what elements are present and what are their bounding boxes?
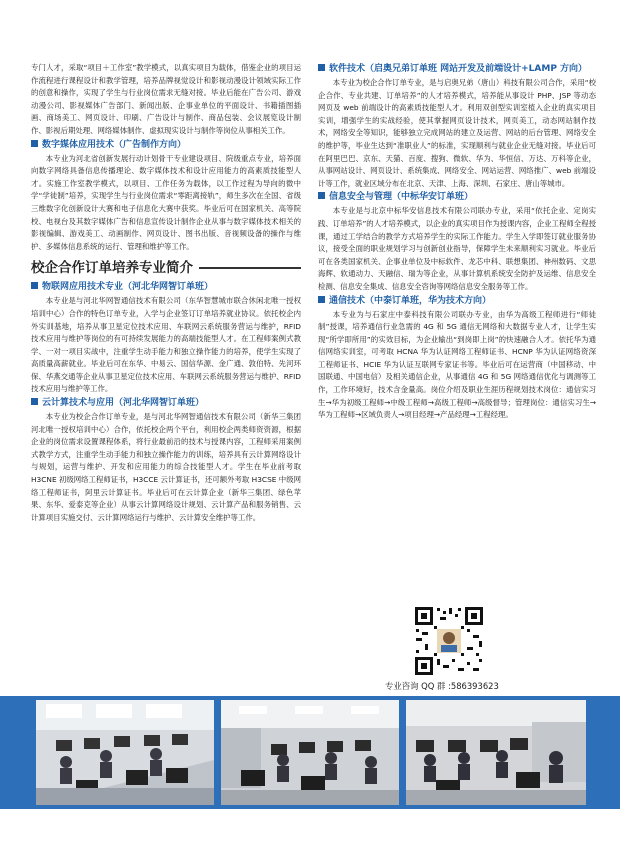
section-body: 本专业是与河北华网智通信技术有限公司（东华智慧城市联合休闲北唯一授权培训中心）合作的特色订单专业，入学与企业签订订单培养就业协议。依托校企内外实训基地，培养从事卫星定位技术应用、车联网云系统服务营运与维护，RFID 技术应用与维护等岗位的有可持续发展能力的高端技能型人才。在工程师案例式教学、一对一项目实战中，注重学生动手能力和独立操作能力的培养，使学生实现了高质量高薪就业。毕业后可在东华、中易云、国信华源、金广通、敦伯特、先河环保、华燕交通等企业从事卫星定位技术应用、车联网云系统服务营运与维护、RFID 技术应用与维护等工作。: [31, 296, 301, 394]
section-heading-cloud: [31, 397, 301, 410]
qq-group-caption: 专业咨询 QQ 群 :586393623: [385, 681, 499, 691]
page-heading-text: 校企合作订单培养专业简介: [31, 260, 193, 277]
right-column: [318, 62, 596, 422]
page-bottom-margin: [0, 809, 620, 847]
section-title: 物联网应用技术专业（河北华网智订单班）: [42, 282, 214, 293]
square-bullet-icon: [318, 296, 325, 303]
section-body: 本专业是与北京中标华安信息技术有限公司联办专业，采用“依托企业、定岗实践、订单培养”的人才培养模式，以企业的真实项目作为授课内容，企业工程师全程授课，通过工学结合的教学方式培养学生的实际工作能力。学生入学即签订就业服务协议，接受全面的职业规划学习与创新创业指导，保障学生未来顺利实习就业。毕业后可在各类国家机关、企事业单位及中标软件、龙芯中科、联想集团、神州数码、文思海辉、软通动力、天融信、瑞为等企业，从事计算机系统安全防护及运维、信息安全检测、信息安全集成、信息安全咨询等网络信息安全服务等工作。: [318, 206, 596, 291]
section-title: 软件技术（启奥兄弟订单班 网站开发及前端设计+LAMP 方向）: [329, 64, 588, 74]
computer-lab-photo-2: [221, 700, 399, 805]
computer-lab-photo-1: [36, 700, 214, 805]
section-title: 数字媒体应用技术（广告制作方向）: [42, 139, 187, 150]
square-bullet-icon: [318, 192, 325, 199]
qr-code-icon[interactable]: [413, 605, 485, 677]
square-bullet-icon: [31, 140, 38, 147]
section-heading-infosec: [318, 191, 596, 204]
section-body: 本专业为与石家庄中泰科技有限公司联办专业，由华为高级工程师进行“师徒制”授课，培养通信行业急需的 4G 和 5G 通信无网络和大数据专业人才，让学生实现“所学即所用”的实效目标，为企业输出“到岗即上岗”的快速融合人才。依托华为通信网络实训室，可考取 HCNA 华为认证网络工程师证书、HCNP 华为认证网络资深工程师证书、HCIE 华为认证互联网专家证书等。毕业后可在运营商（中国移动、中国联通、中国电信）及相关通信企业，从事通信 4G 和 5G 网络通信优化与调测等工作，工作环境好，技术含金量高。岗位介绍及职业生涯历程规划技术岗位：通信实习生→华为初级工程师→中级工程师→高级工程师→高级督导；管理岗位：通信实习生→华为工程师→区域负责人→项目经理→产品经理→工程经理。: [318, 309, 596, 420]
section-body: 本专业为河北省创新发展行动计划骨干专业建设项目、院级重点专业，培养面向数字网络具备信息传播理论、数字媒体技术和设计应用能力的高素质技能型人才。实施工作室教学模式，以项目、工作任务为载体，以工作过程为导向的微中学“学徒制”培养，实现学生与行业岗位需求“零距离接轨”，师生多次在全国、省级三维数字化创新设计大赛和电子信息化大赛中获奖。毕业后可在国家机关、高等院校、电视台及其数字媒体广告和信息宣传设计制作企业从事与数字媒体技术相关的影视编辑、游戏美工、动画制作、网页设计、图书出版、音视频设备的操作与维护、多媒体信息系统的运行、管理和维护等工作。: [31, 153, 301, 251]
square-bullet-icon: [31, 282, 38, 289]
section-title: 云计算技术与应用（河北华网智订单班）: [42, 398, 205, 409]
left-column: [31, 62, 301, 524]
square-bullet-icon: [31, 398, 38, 405]
computer-lab-photo-3: [406, 700, 586, 805]
section-heading-telecom: [318, 295, 596, 308]
section-title: 信息安全与管理（中标华安订单班）: [329, 192, 474, 203]
section-title: 通信技术（中泰订单班，华为技术方向）: [329, 295, 492, 306]
section-heading-digital-media: [31, 139, 301, 152]
section-heading-iot: [31, 281, 301, 294]
square-bullet-icon: [318, 64, 325, 71]
page-heading: [31, 258, 301, 278]
section-body: 本专业为校企合作订单专业，是与河北华网智通信技术有限公司（新华三集团河北唯一授权培训中心）合作，依托校企两个平台，利用校企两类师资资源，根据企业的岗位需求设置课程体系，将行业最前沿的技术与授课内容，工程师采用案例式教学方式，注重学生动手能力和独立操作能力的训练，培养具有云计算网络设计与规划，运营与维护、开发和应用能力的综合技能型人才。学生在毕业前考取 H3CNE 初级网络工程师证书，H3CCE 云计算证书，还可额外考取 H3CSE 中级网络工程师证书，阿里云计算证书。毕业后可在云计算企业（新华三集团、绿色苹果、东华、爱泰克等企业）从事云计算网络设计规划、云计算产品和服务销售、云计算项目实施交付、云计算网络运行与维护、云计算安全维护等工作。: [31, 412, 301, 522]
section-body: 本专业为校企合作订单专业，是与启奥兄弟（唐山）科技有限公司合作，采用“校企合作、专业共建、订单培养”的人才培养模式，培养能从事设计 PHP、JSP 等动态网页及 web 前端设计的高素质技能型人才。利用双创型实训室植入企业的真实项目实训，增强学生的实战经验，使其掌握网页设计技术，网页美工，动态网站制作技术，网络安全等知识，能够独立完成网站的建立及运营、网站的后台管理、网络安全的维护等，毕业生达到“准职业人”的标准，实现顺利与就业企业无缝对接。毕业后可在阿里巴巴、京东、天猫、百度、搜狗、微软、华为、华恒信、万达、万科等企业，从事网站设计、网页设计、系统集成、网络安全、网站运营、网络推广、web 前端设计等工作，就业区域分布在北京、天津、上海、深圳、石家庄、唐山等城市。: [318, 78, 596, 188]
section-heading-software: [318, 63, 596, 76]
heading-rule: [199, 267, 301, 269]
intro-paragraph: 专门人才，采取“项目＋工作室”教学模式，以真实项目为载体，借鉴企业的项目运作流程进行课程设计和教学管理，培养品牌视觉设计和影视动漫设计领域实际工作的创意和操作，实现了学生与行业岗位需求无缝对接。毕业后能在广告公司、游戏动漫公司、影视媒体广告部门、新闻出版、企事业单位的平面设计、书籍插图插画、商场美工、网页设计、印刷、广告设计与制作、商品包装、会议展览设计制作、影视后期处理、网络媒体制作、虚拟现实设计与制作等岗位从事相关工作。: [31, 63, 301, 135]
